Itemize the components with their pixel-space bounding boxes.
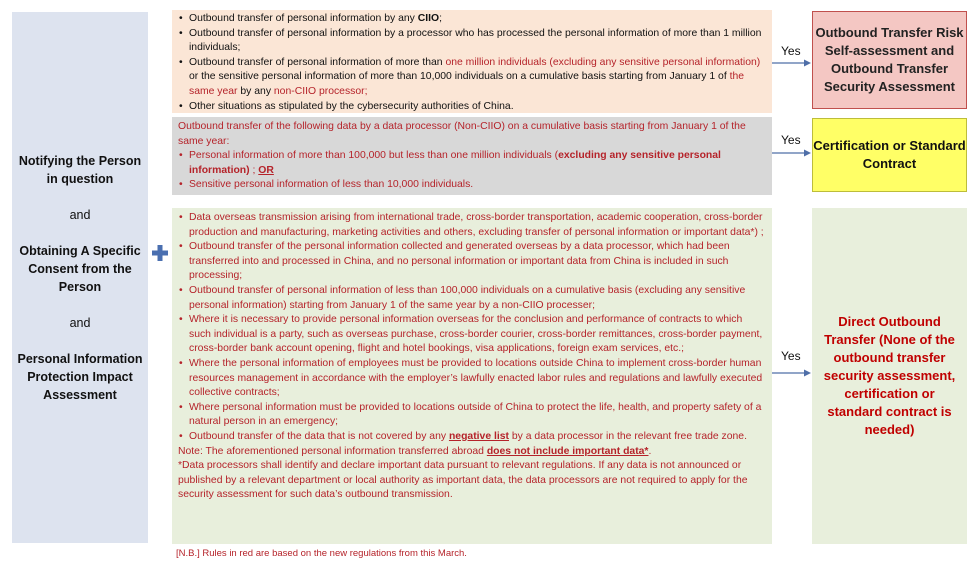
plus-icon bbox=[151, 244, 169, 262]
exemption-item: • Outbound transfer of the personal information collected and generated overseas by a data processor, which had been transferred into and processed in China, and no personal information or important data from China is included in such processing; bbox=[178, 240, 767, 284]
condition-item: • Other situations as stipulated by the cybersecurity authorities of China. bbox=[178, 100, 767, 115]
exemption-item: • Where it is necessary to provide personal information overseas for the conclusion and performance of contracts to which such individual is a party, such as overseas purchase, cross-border courier, cross-border remittances, cross-border payment, cross-border bank account opening, flight and hotel bookings, visa applications, foreign exam services, etc.; bbox=[178, 313, 767, 357]
condition-item: • Personal information of more than 100,000 but less than one million individuals (excluding any sensitive personal information) ; OR bbox=[178, 149, 767, 178]
nb-note: [N.B.] Rules in red are based on the new regulations from this March. bbox=[176, 548, 467, 559]
and-connector-1: and bbox=[69, 207, 91, 222]
arrow-right-icon bbox=[772, 148, 812, 158]
certification-intro: Outbound transfer of the following data by a data processor (Non-CIIO) on a cumulative basis starting from January 1 of the same year: bbox=[178, 121, 746, 147]
arrow-right-icon bbox=[772, 58, 812, 68]
exemption-item: • Outbound transfer of personal information of less than 100,000 individuals on a cumulative basis (excluding any sensitive personal information) starting from January 1 of the same year by a non-CIIO processer; bbox=[178, 284, 767, 313]
certification-conditions bbox=[172, 117, 772, 195]
and-connector-2: and bbox=[69, 315, 91, 330]
exemption-item: • Where personal information must be provided to locations outside of China to protect the life, health, and property safety of a natural person in an emergency; bbox=[178, 401, 767, 430]
exemption-conditions bbox=[172, 208, 772, 544]
notify-person-label: Notifying the Person in question bbox=[18, 153, 142, 186]
pipia-label: Personal Information Protection Impact Assessment bbox=[17, 351, 143, 402]
security-assessment-result: Outbound Transfer Risk Self-assessment and Outbound Transfer Security Assessment bbox=[812, 11, 967, 109]
arrow-right-icon bbox=[772, 368, 812, 378]
requirements-panel bbox=[12, 12, 148, 543]
note-text: Note: The aforementioned personal information transferred abroad does not include important data*. bbox=[178, 445, 652, 457]
direct-transfer-result: Direct Outbound Transfer (None of the outbound transfer security assessment, certification or standard contract is needed) bbox=[812, 208, 967, 544]
exemption-item: • Outbound transfer of the data that is not covered by any negative list by a data processor in the relevant free trade zone. bbox=[178, 430, 767, 445]
condition-item: • Outbound transfer of personal information of more than one million individuals (excluding any sensitive personal information) or the sensitive personal information of more than 10,000 individuals on a cumulative basis starting from January 1 of the same year by any non-CIIO processor; bbox=[178, 56, 767, 100]
condition-item: • Outbound transfer of personal information by a processor who has processed the personal information of more than 1 million individuals; bbox=[178, 27, 767, 56]
consent-label: Obtaining A Specific Consent from the Person bbox=[19, 243, 141, 294]
exemption-item: • Data overseas transmission arising from international trade, cross-border transportation, academic cooperation, cross-border production and manufacturing, marketing activities and others, excluding transfer of personal information or important data*) ; bbox=[178, 211, 767, 240]
condition-item: • Outbound transfer of personal information by any CIIO; bbox=[178, 12, 767, 27]
yes-label-2: Yes bbox=[781, 133, 801, 147]
condition-item: • Sensitive personal information of less than 10,000 individuals. bbox=[178, 178, 767, 193]
footnote-text: *Data processors shall identify and declare important data pursuant to relevant regulations. If any data is not announced or published by a relevant department or local authority as important data, the data processors are not required to apply for the security assessment for such data’s outbound transmission. bbox=[178, 460, 748, 501]
exemption-item: • Where the personal information of employees must be provided to locations outside China to implement cross-border human resources management in accordance with the employer’s lawfully enacted labor rules and regulations and lawfully executed collective contracts; bbox=[178, 357, 767, 401]
yes-label-3: Yes bbox=[781, 349, 801, 363]
security-assessment-conditions bbox=[172, 10, 772, 113]
yes-label-1: Yes bbox=[781, 44, 801, 58]
certification-result: Certification or Standard Contract bbox=[812, 118, 967, 192]
